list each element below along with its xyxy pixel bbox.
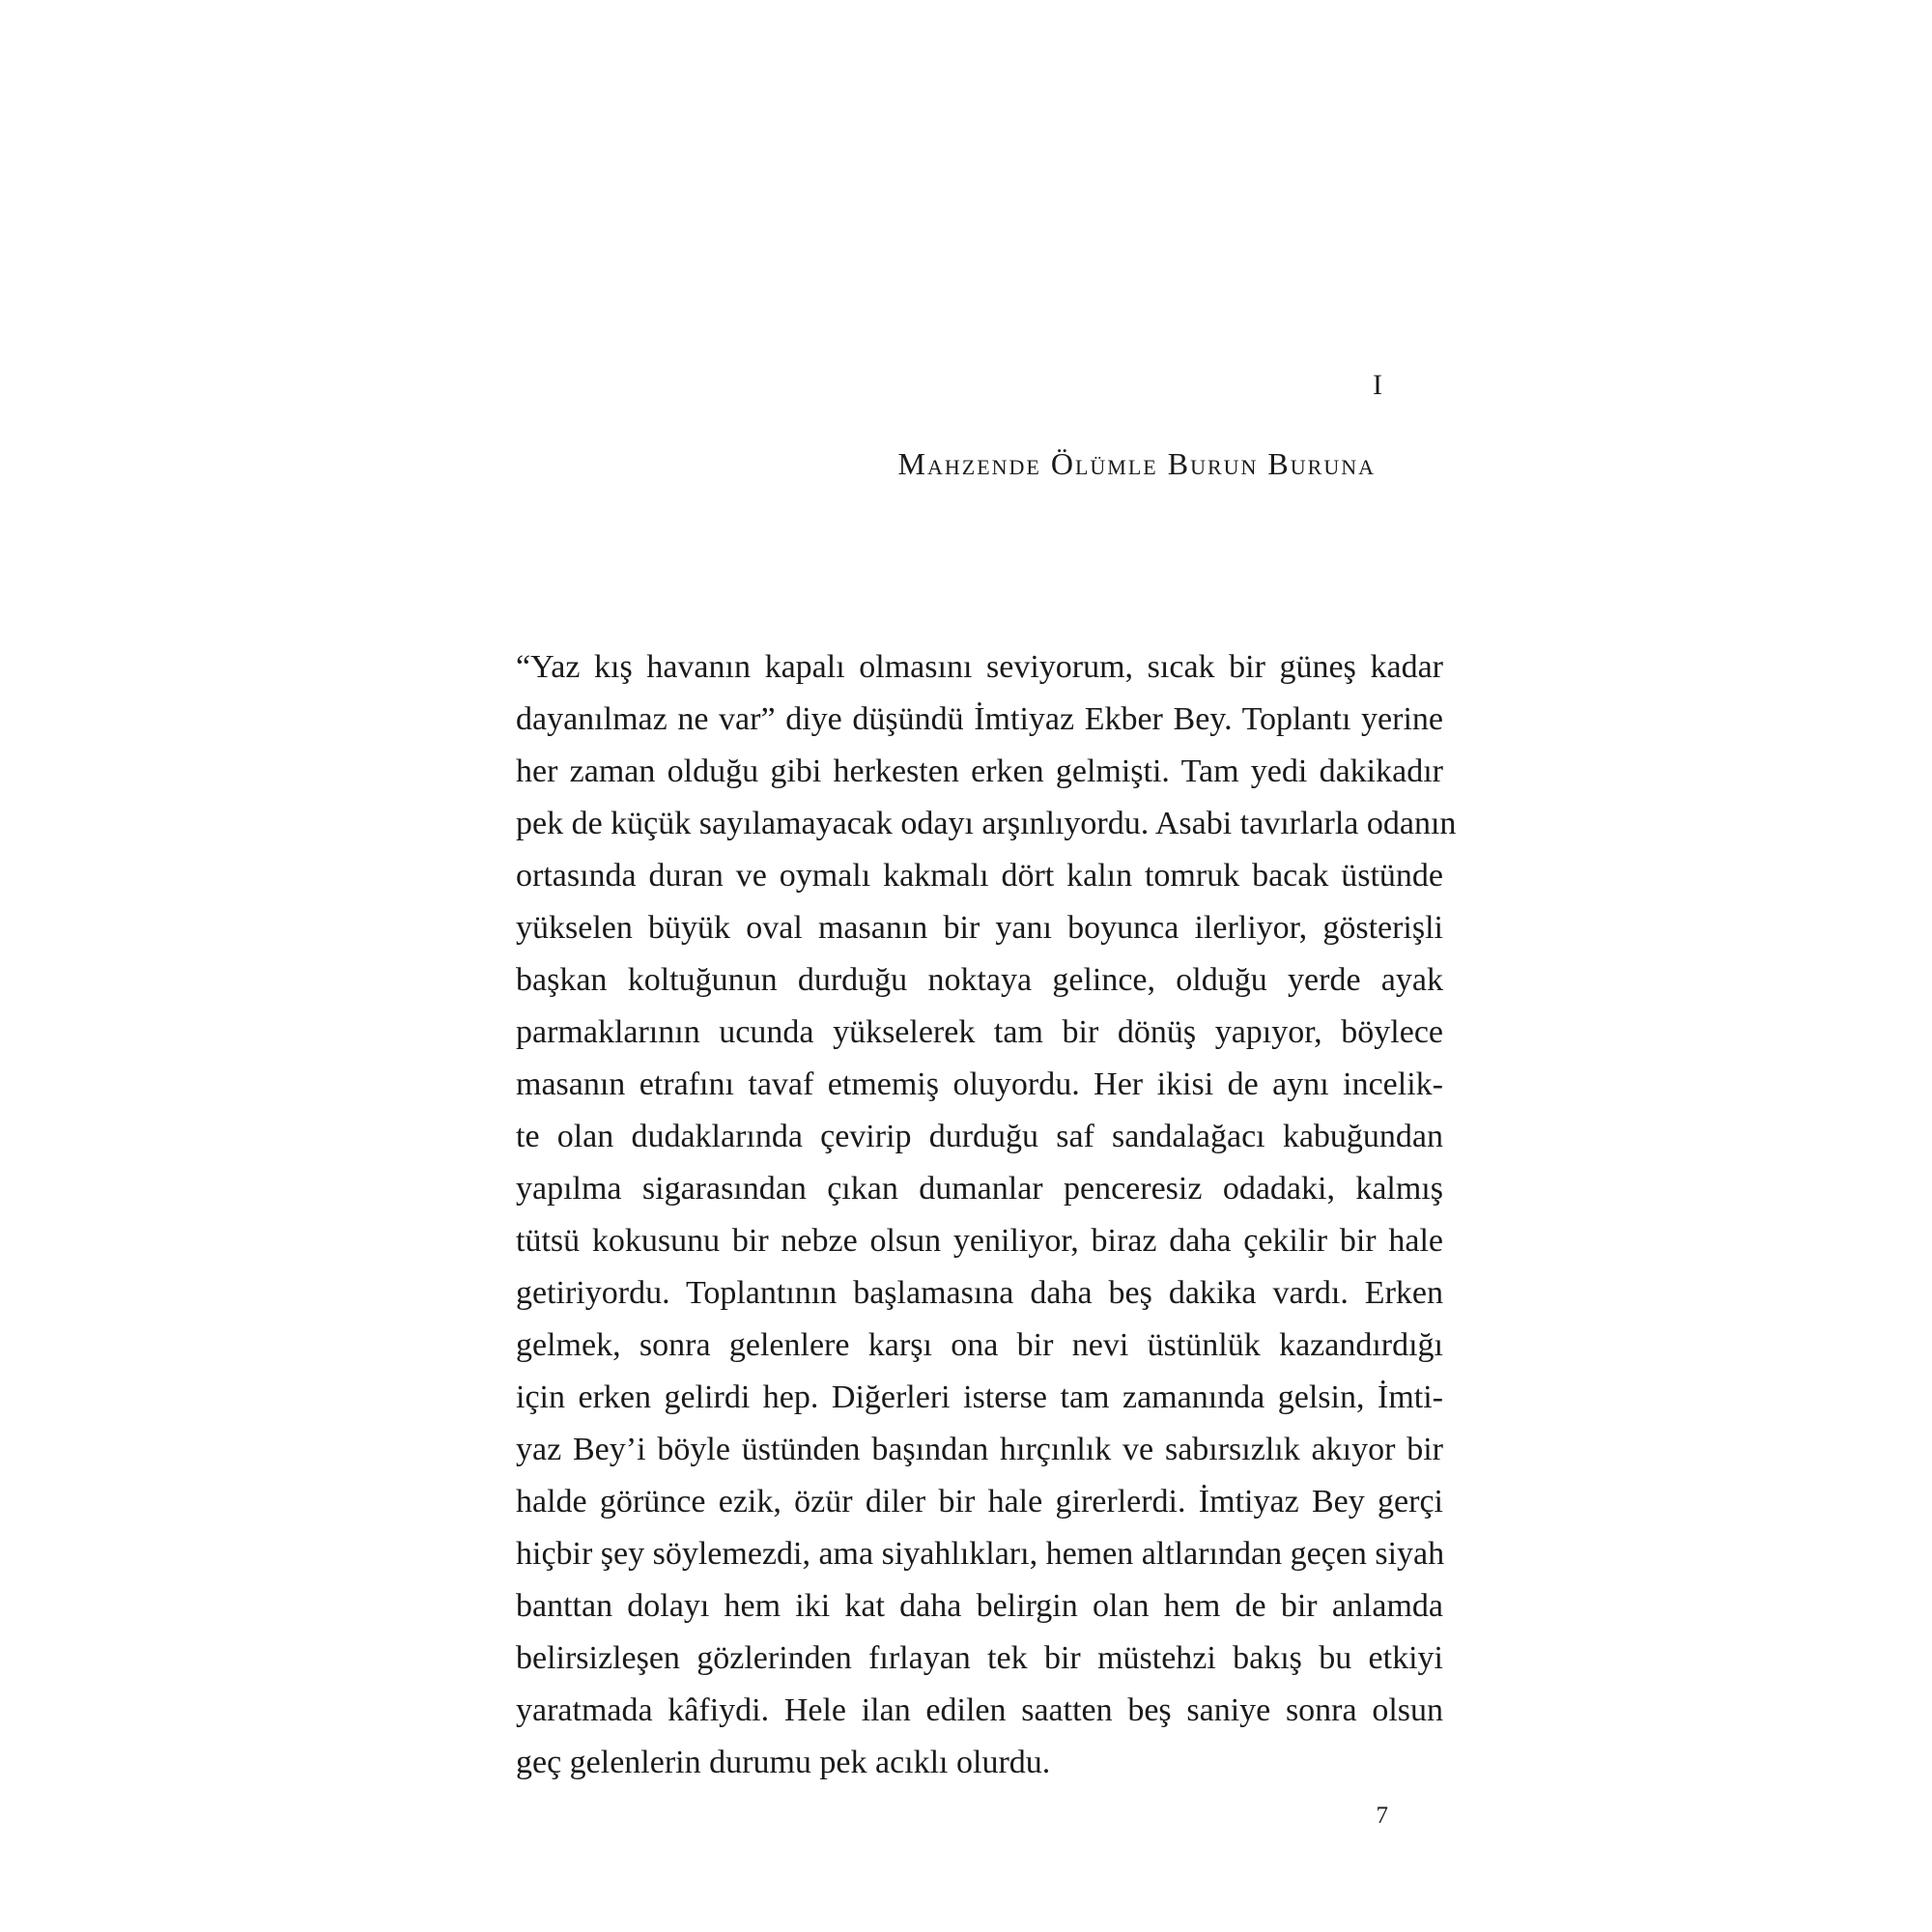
text-line: halde görünce ezik, özür diler bir hale girerlerdi. İmtiyaz Bey gerçi <box>516 1484 1443 1520</box>
body-paragraph <box>516 641 1457 1789</box>
text-line: dayanılmaz ne var” diye düşündü İmtiyaz Ekber Bey. Toplantı yerine <box>516 701 1443 737</box>
text-line: yaz Bey’i böyle üstünden başından hırçınlık ve sabırsızlık akıyor bir <box>516 1432 1443 1467</box>
page-number: 7 <box>1376 1803 1388 1829</box>
text-line: yapılma sigarasından çıkan dumanlar penceresiz odadaki, kalmış <box>516 1171 1443 1207</box>
text-line: masanın etrafını tavaf etmemiş oluyordu. Her ikisi de aynı incelik- <box>516 1066 1443 1102</box>
text-line: gelmek, sonra gelenlere karşı ona bir nevi üstünlük kazandırdığı <box>516 1327 1443 1363</box>
chapter-number: I <box>1373 369 1383 401</box>
text-line: geç gelenlerin durumu pek acıklı olurdu. <box>516 1745 1051 1780</box>
text-line: hiçbir şey söylemezdi, ama siyahlıkları, hemen altlarından geçen siyah <box>516 1536 1445 1572</box>
text-line: pek de küçük sayılamayacak odayı arşınlıyordu. Asabi tavırlarla odanın <box>516 806 1457 841</box>
text-line: ortasında duran ve oymalı kakmalı dört kalın tomruk bacak üstünde <box>516 858 1443 894</box>
text-line: için erken gelirdi hep. Diğerleri isterse tam zamanında gelsin, İmti- <box>516 1379 1443 1415</box>
text-line: getiriyordu. Toplantının başlamasına daha beş dakika vardı. Erken <box>516 1275 1443 1311</box>
text-line: yükselen büyük oval masanın bir yanı boyunca ilerliyor, gösterişli <box>516 910 1443 946</box>
text-line: “Yaz kış havanın kapalı olmasını seviyorum, sıcak bir güneş kadar <box>516 649 1443 685</box>
chapter-title: Mahzende Ölümle Burun Buruna <box>897 446 1376 481</box>
text-line: parmaklarının ucunda yükselerek tam bir dönüş yapıyor, böylece <box>516 1014 1443 1050</box>
text-line: başkan koltuğunun durduğu noktaya gelince, olduğu yerde ayak <box>516 962 1443 998</box>
text-line: her zaman olduğu gibi herkesten erken gelmişti. Tam yedi dakikadır <box>516 753 1443 789</box>
text-line: tütsü kokusunu bir nebze olsun yeniliyor, biraz daha çekilir bir hale <box>516 1223 1443 1259</box>
text-line: yaratmada kâfiydi. Hele ilan edilen saatten beş saniye sonra olsun <box>516 1692 1443 1728</box>
text-line: belirsizleşen gözlerinden fırlayan tek bir müstehzi bakış bu etkiyi <box>516 1640 1443 1676</box>
text-line: banttan dolayı hem iki kat daha belirgin olan hem de bir anlamda <box>516 1588 1443 1624</box>
text-line: te olan dudaklarında çevirip durduğu saf sandalağacı kabuğundan <box>516 1119 1443 1154</box>
